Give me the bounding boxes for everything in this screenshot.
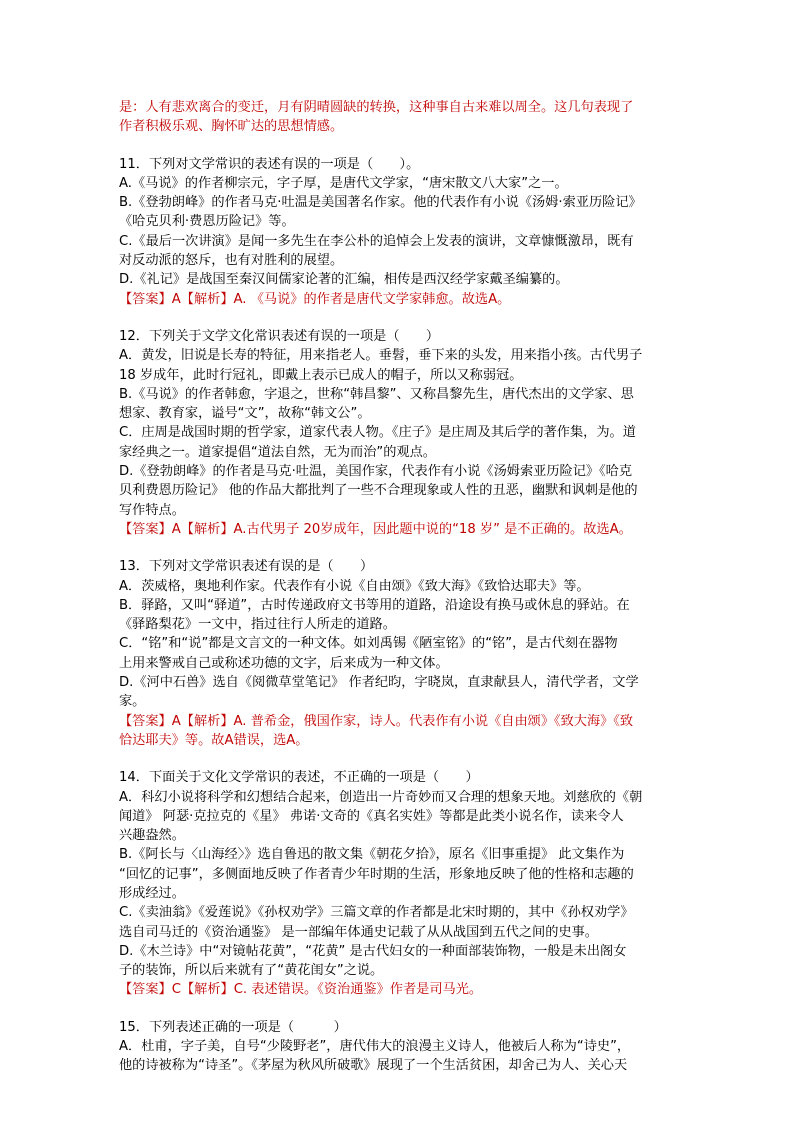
question-option: A．茨威格，奥地利作家。代表作有小说《自由颂》《致大海》《致恰达耶夫》等。 (119, 578, 590, 594)
question-stem: 13．下列对文学常识表述有误的是（ ） (119, 559, 374, 575)
answer-analysis: 【答案】A【解析】A.古代男子 20岁成年，因此题中说的“18 岁” 是不正确的。故选A。 (119, 521, 632, 537)
answer-analysis: 【答案】C【解析】C. 表述错误。《资治通鉴》作者是司马光。 (119, 982, 483, 998)
question-stem: 14．下面关于文化文学常识的表述，不正确的一项是（ ） (119, 770, 479, 786)
question-option: 子的装饰，所以后来就有了“黄花闺女”之说。 (119, 963, 384, 979)
question-option: C．庄周是战国时期的哲学家，道家代表人物。《庄子》是庄周及其后学的著作集，为。道 (119, 425, 636, 441)
question-option: A．杜甫，字子美，自号“少陵野老”，唐代伟大的浪漫主义诗人，他被后人称为“诗史”， (119, 1039, 631, 1055)
question-option: 写作特点。 (119, 502, 185, 518)
question-option: 想家、教育家，谥号“文”，故称“韩文公”。 (119, 406, 371, 422)
question-11 (119, 155, 734, 309)
answer-analysis: 【答案】A【解析】A. 普希金，俄国作家，诗人。代表作有小说《自由颂》《致大海》《致 (119, 713, 634, 729)
question-option: 《驿路梨花》一文中，指过往行人所走的道路。 (119, 617, 396, 633)
question-option: 上用来警戒自己或称述功德的文字，后来成为一种文体。 (119, 655, 449, 671)
intro-paragraph (119, 98, 734, 137)
question-option: 对反动派的怒斥，也有对胜利的展望。 (119, 253, 344, 269)
question-option: 兴趣盎然。 (119, 828, 185, 844)
question-stem: 15．下列表述正确的一项是（ ） (119, 1019, 347, 1035)
question-option: 家。 (119, 694, 146, 710)
question-option: “回忆的记事”，多侧面地反映了作者青少年时期的生活，形象地反映了他的性格和志趣的 (119, 866, 634, 882)
question-option: B.《阿长与〈山海经〉》选自鲁迅的散文集《朝花夕拾》，原名《旧事重提》 此文集作为 (119, 847, 625, 863)
question-option: C.《卖油翁》《爱莲说》《孙权劝学》三篇文章的作者都是北宋时期的，其中《孙权劝学》 (119, 905, 634, 921)
question-option: A．黄发，旧说是长寿的特征，用来指老人。垂髫，垂下来的头发，用来指小孩。古代男子 (119, 348, 643, 364)
question-option: B.《马说》的作者韩愈，字退之，世称“韩昌黎”、又称昌黎先生，唐代杰出的文学家、思 (119, 386, 634, 402)
intro-line: 是：人有悲欢离合的变迁，月有阴晴圆缺的转换，这种事自古来难以周全。这几句表现了 (119, 100, 634, 115)
question-13 (119, 557, 734, 750)
question-14 (119, 768, 734, 1000)
question-option: 家经典之一。道家提倡“道法自然，无为而治”的观点。 (119, 444, 436, 460)
question-option: A.《马说》的作者柳宗元，字子厚，是唐代文学家，“唐宋散文八大家”之一。 (119, 175, 568, 191)
question-option: 贝利费恩历险记》 他的作品大都批判了一些不合理现象或人性的丑恶，幽默和讽刺是他的 (119, 483, 638, 499)
question-option: 18 岁成年，此时行冠礼，即戴上表示已成人的帽子，所以又称弱冠。 (119, 367, 523, 383)
question-option: 他的诗被称为“诗圣”。《茅屋为秋风所破歌》展现了一个生活贫困，却舍己为人、关心天 (119, 1058, 628, 1074)
question-option: B．驿路，又叫“驿道”，古时传递政府文书等用的道路，沿途设有换马或休息的驿站。在 (119, 597, 630, 613)
question-option: 形成经过。 (119, 885, 185, 901)
question-12 (119, 327, 734, 539)
question-stem: 11．下列对文学常识的表述有误的一项是（ ）。 (119, 156, 420, 172)
question-option: A．科幻小说将科学和幻想结合起来，创造出一片奇妙而又合理的想象天地。刘慈欣的《朝 (119, 789, 643, 805)
question-stem: 12．下列关于文学文化常识表述有误的一项是（ ） (119, 328, 440, 344)
question-15 (119, 1018, 734, 1076)
question-option: C．“铭”和“说”都是文言文的一种文体。如刘禹锡《陋室铭》的“铭”，是古代刻在器物 (119, 636, 618, 652)
question-option: D.《登勃朗峰》的作者是马克·吐温，美国作家，代表作有小说《汤姆索亚历险记》《哈克 (119, 464, 633, 480)
question-option: C.《最后一次讲演》是闻一多先生在李公朴的追悼会上发表的演讲，文章慷慨激昂，既有 (119, 233, 634, 249)
question-option: D.《河中石兽》选自《阅微草堂笔记》 作者纪昀，字晓岚，直隶献县人，清代学者，文学 (119, 675, 639, 691)
question-option: 《哈克贝利·费恩历险记》等。 (119, 214, 295, 230)
intro-line: 作者积极乐观、胸怀旷达的思想情感。 (119, 119, 344, 135)
question-option: D.《木兰诗》中“对镜帖花黄”，“花黄” 是古代妇女的一种面部装饰物，一般是未出阁女 (119, 943, 627, 959)
question-option: D.《礼记》是战国至秦汉间儒家论著的汇编，相传是西汉经学家戴圣编纂的。 (119, 272, 569, 288)
question-option: B.《登勃朗峰》的作者马克·吐温是美国著名作家。他的代表作有小说《汤姆·索亚历险记》 (119, 195, 642, 211)
question-option: 闻道》 阿瑟·克拉克的《星》 弗诺·文奇的《真名实姓》等都是此类小说名作，读来令人 (119, 808, 624, 824)
question-option: 选自司马迁的《资治通鉴》 是一部编年体通史记载了从从战国到五代之间的史事。 (119, 924, 598, 940)
answer-analysis: 【答案】A【解析】A. 《马说》的作者是唐代文学家韩愈。故选A。 (119, 291, 511, 307)
answer-analysis: 恰达耶夫》等。故A错误，选A。 (119, 732, 309, 748)
